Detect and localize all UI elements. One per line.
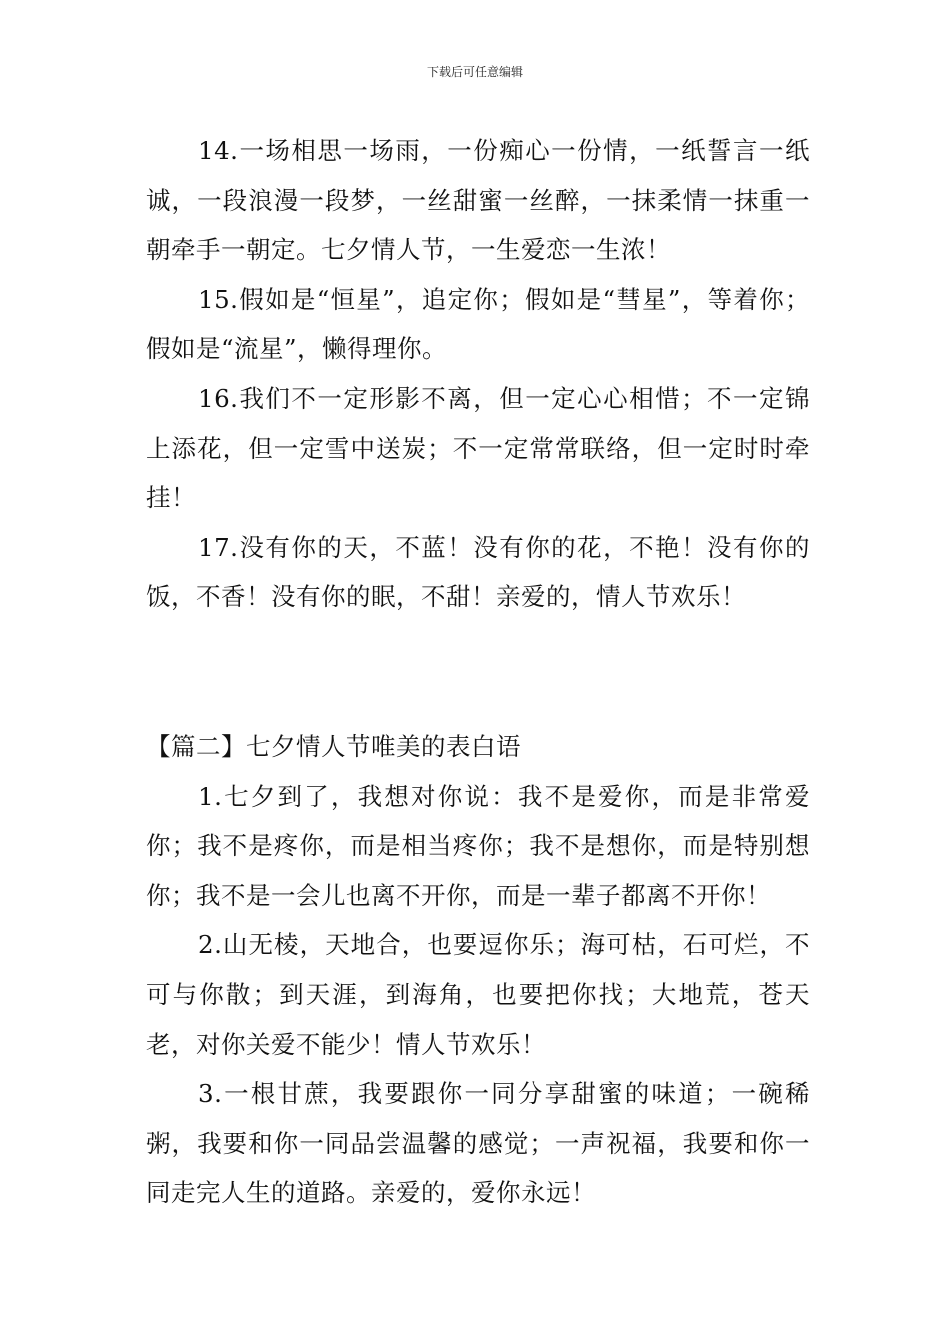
paragraph-16: 16.我们不一定形影不离，但一定心心相惜；不一定锦上添花，但一定雪中送炭；不一定常常联络，但一定时时牵挂！: [146, 383, 810, 513]
paragraph-17: 17.没有你的天，不蓝！没有你的花，不艳！没有你的饭，不香！没有你的眠，不甜！亲爱的，情人节欢乐！: [146, 532, 810, 612]
page-header: 下载后可任意编辑: [426, 65, 523, 79]
paragraph-1: 1.七夕到了，我想对你说：我不是爱你，而是非常爱你；我不是疼你，而是相当疼你；我不是想你，而是特别想你；我不是一会儿也离不开你，而是一辈子都离不开你！: [146, 781, 810, 910]
document-body: [146, 126, 810, 1218]
paragraph-15: 15.假如是“恒星”，追定你；假如是“彗星”，等着你；假如是“流星”，懒得理你。: [146, 284, 810, 364]
section-spacer: [146, 622, 810, 722]
section-title: 【篇二】七夕情人节唯美的表白语: [146, 731, 521, 761]
paragraph-3: 3.一根甘蔗，我要跟你一同分享甜蜜的味道；一碗稀粥，我要和你一同品尝温馨的感觉；一声祝福，我要和你一同走完人生的道路。亲爱的，爱你永远！: [146, 1079, 810, 1208]
paragraph-14: 14.一场相思一场雨，一份痴心一份情，一纸誓言一纸诚，一段浪漫一段梦，一丝甜蜜一丝醉，一抹柔情一抹重一朝牵手一朝定。七夕情人节，一生爱恋一生浓！: [146, 136, 810, 265]
paragraph-2: 2.山无棱，天地合，也要逗你乐；海可枯，石可烂，不可与你散；到天涯，到海角，也要把你找；大地荒，苍天老，对你关爱不能少！情人节欢乐！: [146, 930, 810, 1059]
